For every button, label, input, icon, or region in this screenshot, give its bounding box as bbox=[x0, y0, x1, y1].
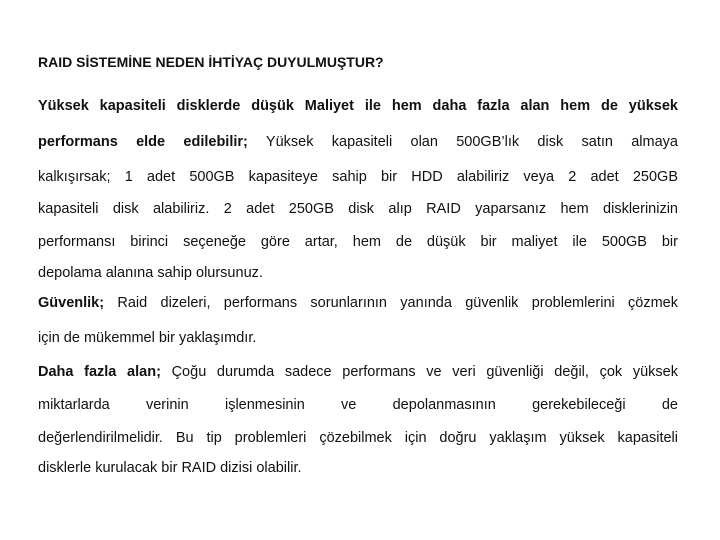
text-line: performans elde edilebilir; Yüksek kapasiteli olan 500GB’lık disk satın almaya bbox=[38, 134, 678, 150]
text-line: için de mükemmel bir yaklaşımdır. bbox=[38, 330, 257, 346]
text-line: kapasiteli disk alabiliriz. 2 adet 250GB disk alıp RAID yaparsanız hem disklerinizin bbox=[38, 201, 678, 217]
text-line: Daha fazla alan; Çoğu durumda sadece performans ve veri güvenliği değil, çok yüksek bbox=[38, 364, 678, 380]
text-line: Güvenlik; Raid dizeleri, performans sorunlarının yanında güvenlik problemlerini çözmek bbox=[38, 295, 678, 311]
text-line: performansı birinci seçeneğe göre artar, hem de düşük bir maliyet ile 500GB bir bbox=[38, 234, 678, 250]
text-line: depolama alanına sahip olursunuz. bbox=[38, 265, 263, 281]
text-line: değerlendirilmelidir. Bu tip problemleri çözebilmek için doğru yaklaşım yüksek kapasiteli bbox=[38, 430, 678, 446]
text-line: miktarlarda verinin işlenmesinin ve depolanmasının gerekebileceği de bbox=[38, 397, 678, 413]
text-line: Yüksek kapasiteli disklerde düşük Maliyet ile hem daha fazla alan hem de yüksek bbox=[38, 98, 678, 114]
document-title: RAID SİSTEMİNE NEDEN İHTİYAÇ DUYULMUŞTUR? bbox=[38, 54, 384, 70]
text-line: disklerle kurulacak bir RAID dizisi olabilir. bbox=[38, 460, 302, 476]
text-line: kalkışırsak; 1 adet 500GB kapasiteye sahip bir HDD alabiliriz veya 2 adet 250GB bbox=[38, 169, 678, 185]
